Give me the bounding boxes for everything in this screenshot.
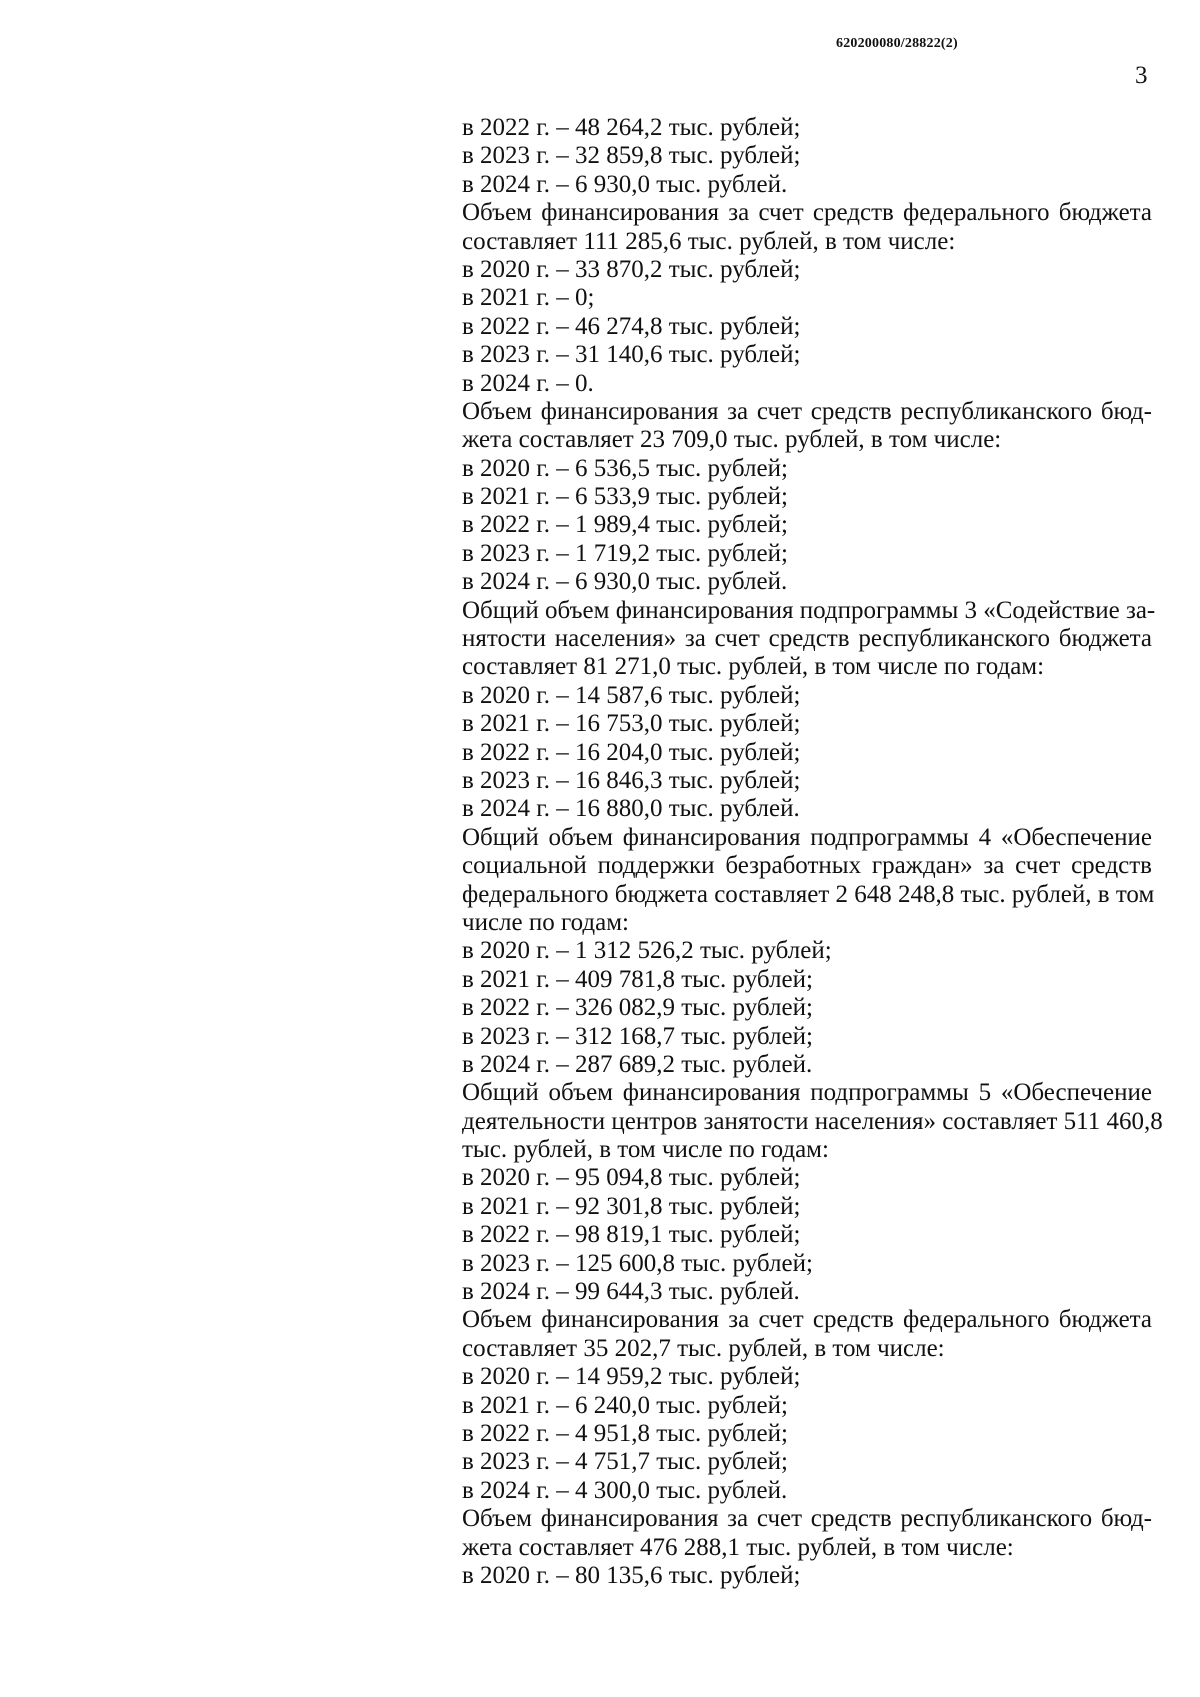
text-line: в 2020 г. – 1 312 526,2 тыс. рублей; [462,937,832,965]
text-line: в 2020 г. – 80 135,6 тыс. рублей; [462,1561,801,1589]
text-line: в 2022 г. – 98 819,1 тыс. рублей; [462,1221,801,1249]
text-line: в 2021 г. – 92 301,8 тыс. рублей; [462,1192,801,1220]
text-line: в 2024 г. – 6 930,0 тыс. рублей. [462,170,788,198]
text-line: в 2021 г. – 6 533,9 тыс. рублей; [462,483,788,511]
text-line: Общий объем финансирования подпрограммы 5 «Обеспечение [462,1079,1152,1107]
text-line: в 2023 г. – 32 859,8 тыс. рублей; [462,142,801,170]
text-line: в 2024 г. – 16 880,0 тыс. рублей. [462,795,800,823]
text-line: Объем финансирования за счет средств федерального бюджета [462,199,1152,227]
text-line: в 2024 г. – 4 300,0 тыс. рублей. [462,1476,788,1504]
text-line: Объем финансирования за счет средств республиканского бюд- [462,397,1152,425]
text-line: Общий объем финансирования подпрограммы 4 «Обеспечение [462,823,1152,851]
text-line: в 2023 г. – 31 140,6 тыс. рублей; [462,341,801,369]
text-line: в 2022 г. – 46 274,8 тыс. рублей; [462,312,801,340]
text-line: в 2021 г. – 6 240,0 тыс. рублей; [462,1391,788,1419]
text-line: числе по годам: [462,908,629,936]
text-line: социальной поддержки безработных граждан» за счет средств [462,852,1152,880]
text-line: в 2023 г. – 4 751,7 тыс. рублей; [462,1448,788,1476]
page-number: 3 [1135,62,1148,89]
text-line: в 2023 г. – 1 719,2 тыс. рублей; [462,539,788,567]
text-line: в 2024 г. – 6 930,0 тыс. рублей. [462,568,788,596]
text-line: в 2024 г. – 287 689,2 тыс. рублей. [462,1050,813,1078]
text-line: составляет 111 285,6 тыс. рублей, в том числе: [462,227,956,255]
text-line: составляет 81 271,0 тыс. рублей, в том числе по годам: [462,653,1045,681]
text-line: в 2022 г. – 48 264,2 тыс. рублей; [462,114,801,141]
text-line: в 2022 г. – 1 989,4 тыс. рублей; [462,511,788,539]
text-line: составляет 35 202,7 тыс. рублей, в том числе: [462,1334,945,1362]
text-line: Общий объем финансирования подпрограммы 3 «Содействие за- [462,596,1156,624]
text-line: в 2020 г. – 6 536,5 тыс. рублей; [462,454,788,482]
text-line: в 2021 г. – 16 753,0 тыс. рублей; [462,710,801,738]
text-line: Объем финансирования за счет средств республиканского бюд- [462,1505,1152,1533]
text-line: в 2024 г. – 99 644,3 тыс. рублей. [462,1278,800,1306]
text-line: жета составляет 476 288,1 тыс. рублей, в том числе: [462,1533,1014,1561]
text-line: нятости населения» за счет средств республиканского бюджета [462,625,1152,653]
text-line: в 2023 г. – 16 846,3 тыс. рублей; [462,766,801,794]
text-line: в 2024 г. – 0. [462,369,594,397]
text-line: в 2021 г. – 409 781,8 тыс. рублей; [462,965,813,993]
text-line: федерального бюджета составляет 2 648 248,8 тыс. рублей, в том [462,880,1155,908]
text-line: Объем финансирования за счет средств федерального бюджета [462,1306,1152,1334]
text-line: в 2021 г. – 0; [462,284,595,312]
text-line: тыс. рублей, в том числе по годам: [462,1136,829,1164]
text-line: в 2020 г. – 14 959,2 тыс. рублей; [462,1363,801,1391]
text-line: в 2022 г. – 4 951,8 тыс. рублей; [462,1419,788,1447]
text-line: в 2020 г. – 95 094,8 тыс. рублей; [462,1164,801,1192]
text-line: жета составляет 23 709,0 тыс. рублей, в том числе: [462,426,1002,454]
text-line: в 2020 г. – 33 870,2 тыс. рублей; [462,255,801,283]
text-line: в 2022 г. – 16 204,0 тыс. рублей; [462,738,801,766]
document-body [462,114,1163,1590]
text-line: в 2023 г. – 125 600,8 тыс. рублей; [462,1249,813,1277]
text-line: в 2020 г. – 14 587,6 тыс. рублей; [462,681,801,709]
text-line: в 2023 г. – 312 168,7 тыс. рублей; [462,1022,813,1050]
text-line: в 2022 г. – 326 082,9 тыс. рублей; [462,994,813,1022]
text-line: деятельности центров занятости населения» составляет 511 460,8 [462,1107,1163,1135]
document-id: 620200080/28822(2) [836,36,958,51]
